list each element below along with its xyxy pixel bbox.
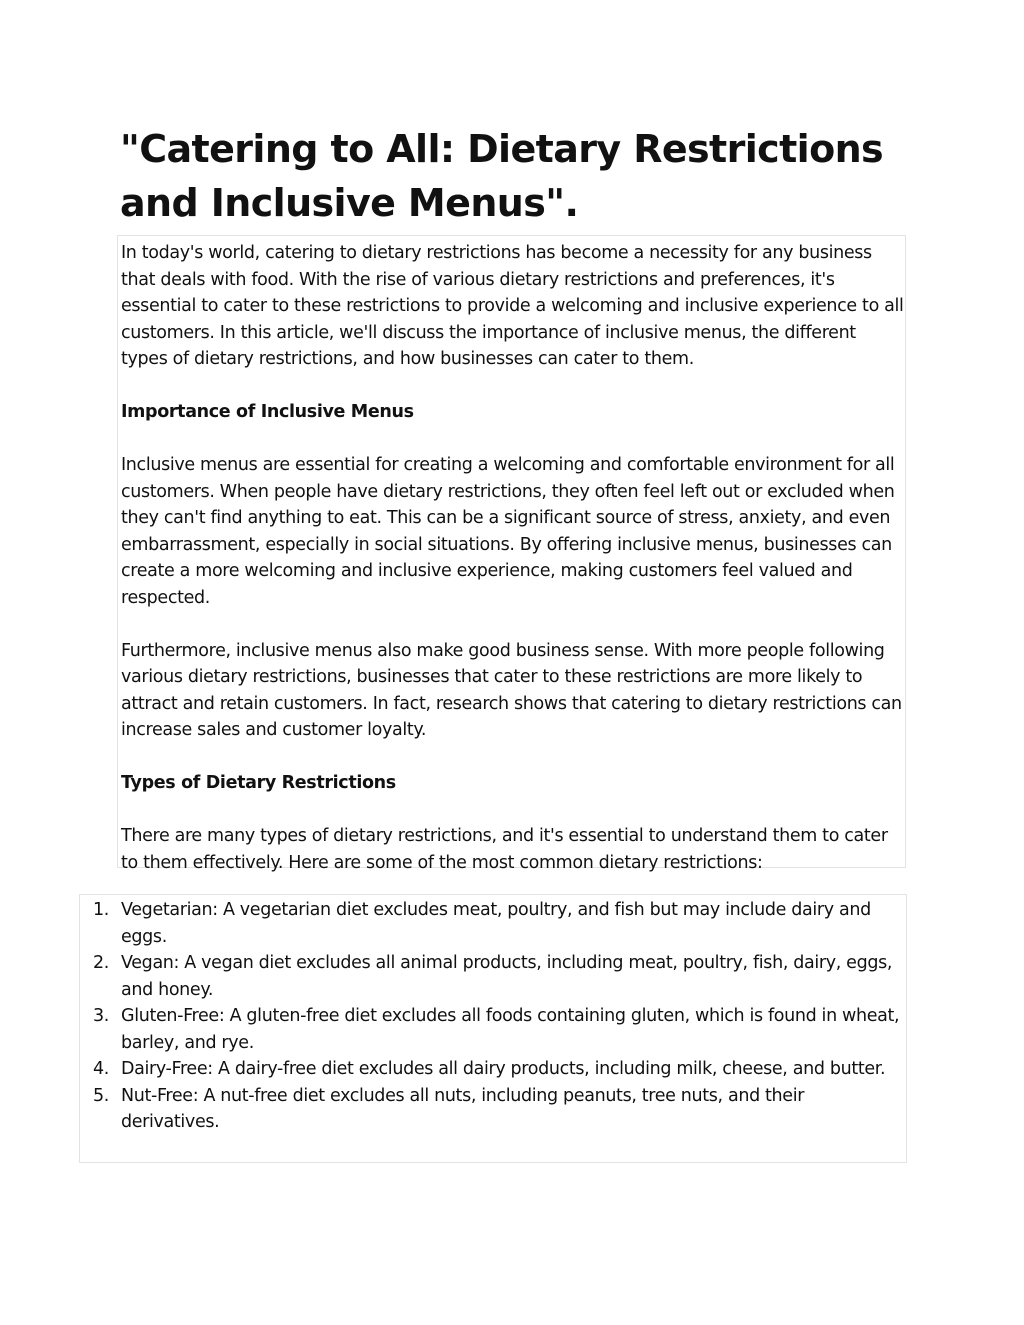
restrictions-list [80,897,906,1136]
list-item-number: 2. [93,953,109,973]
importance-paragraph-1: Inclusive menus are essential for creating a welcoming and comfortable environment for all customers. When people have dietary restrictions, they often feel left out or excluded when they can't find anything to eat. This can be a significant source of stress, anxiety, and even embarrassment, especially in social situations. By offering inclusive menus, businesses can create a more welcoming and inclusive experience, making customers feel valued and respected. [121,455,895,608]
list-item-number: 5. [93,1085,109,1106]
types-paragraph: There are many types of dietary restrictions, and it's essential to understand them to cater to them effectively. Here are some of the most common dietary restrictions: [121,826,888,873]
importance-paragraph-2: Furthermore, inclusive menus also make good business sense. With more people following various dietary restrictions, businesses that cater to these restrictions are more likely to attract and retain customers. In fact, research shows that catering to dietary restrictions can increase sales and customer loyalty. [121,640,902,740]
list-item-text: Vegan: A vegan diet excludes all animal products, including meat, poultry, fish, dairy, eggs, and honey. [121,953,893,1000]
list-item-vegetarian [80,897,906,950]
list-item-number: 1. [93,900,109,920]
article-body [117,235,906,873]
list-item-gluten-free [80,1003,906,1056]
article-title: "Catering to All: Dietary Restrictions and Inclusive Menus". [120,127,884,225]
list-item-text: Dairy-Free: A dairy-free diet excludes all dairy products, including milk, cheese, and butter. [121,1059,886,1079]
list-item-nut-free [80,1083,906,1136]
list-item-vegan [80,950,906,1003]
section-heading-types: Types of Dietary Restrictions [121,773,396,793]
list-item-number: 3. [93,1006,109,1026]
list-item-dairy-free [80,1056,906,1083]
list-item-text: Nut-Free: A nut-free diet excludes all nuts, including peanuts, tree nuts, and their derivatives. [121,1085,805,1132]
list-item-text: Gluten-Free: A gluten-free diet excludes all foods containing gluten, which is found in wheat, barley, and rye. [121,1006,900,1053]
list-item-number: 4. [93,1059,109,1079]
intro-paragraph: In today's world, catering to dietary restrictions has become a necessity for any business that deals with food. With the rise of various dietary restrictions and preferences, it's essential to cater to these restrictions to provide a welcoming and inclusive experience to all customers. In this article, we'll discuss the importance of inclusive menus, the different types of dietary restrictions, and how businesses can cater to them. [121,243,904,369]
restrictions-list-box [79,894,907,1163]
list-item-text: Vegetarian: A vegetarian diet excludes meat, poultry, and fish but may include dairy and eggs. [121,900,871,947]
section-heading-importance: Importance of Inclusive Menus [121,402,414,422]
